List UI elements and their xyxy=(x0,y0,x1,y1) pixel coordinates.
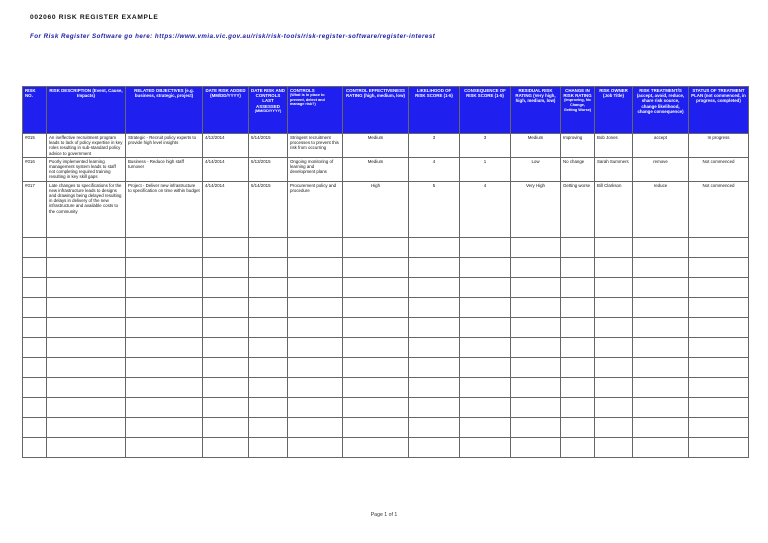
empty-cell xyxy=(409,397,460,417)
empty-cell xyxy=(249,377,288,397)
empty-cell xyxy=(633,237,689,257)
empty-cell xyxy=(343,377,409,397)
empty-cell xyxy=(409,277,460,297)
empty-cell xyxy=(689,277,749,297)
effectiveness-cell: Medium xyxy=(343,134,409,158)
empty-cell xyxy=(595,337,633,357)
objectives-cell: Project - Deliver new infrastructure to specification on time within budget xyxy=(126,181,203,237)
empty-cell xyxy=(126,417,203,437)
empty-cell xyxy=(23,397,47,417)
empty-cell xyxy=(511,357,561,377)
consequence-cell: 1 xyxy=(460,157,511,181)
description-cell: An ineffective recruitment program leads to lack of policy expertise in key roles resulting in sub-standard policy advice to government xyxy=(47,134,126,158)
residual-rating-cell: Low xyxy=(511,157,561,181)
col-control-effectiveness: CONTROL EFFECTIVENESS RATING (high, medium, low) xyxy=(343,87,409,134)
empty-cell xyxy=(249,317,288,337)
treatment-cell: accept xyxy=(633,134,689,158)
empty-cell xyxy=(249,357,288,377)
empty-cell xyxy=(126,397,203,417)
empty-cell xyxy=(126,277,203,297)
empty-cell xyxy=(249,257,288,277)
empty-cell xyxy=(689,317,749,337)
empty-cell xyxy=(126,377,203,397)
change-cell: Improving xyxy=(561,134,595,158)
empty-table-row xyxy=(23,297,749,317)
empty-cell xyxy=(203,317,249,337)
page-number: Page 1 of 1 xyxy=(370,512,398,518)
empty-cell xyxy=(47,337,126,357)
empty-cell xyxy=(288,437,343,457)
controls-cell: Procurement policy and procedure xyxy=(288,181,343,237)
empty-cell xyxy=(288,317,343,337)
col-residual-rating: RESIDUAL RISK RATING (Very high, high, medium, low) xyxy=(511,87,561,134)
empty-cell xyxy=(511,417,561,437)
empty-cell xyxy=(288,257,343,277)
empty-cell xyxy=(47,397,126,417)
empty-cell xyxy=(249,277,288,297)
risk-register-table xyxy=(22,86,749,458)
document-title: 002060 RISK REGISTER EXAMPLE xyxy=(30,14,159,21)
empty-cell xyxy=(288,337,343,357)
date-assessed-cell: 5/13/2015 xyxy=(249,157,288,181)
empty-cell xyxy=(460,277,511,297)
empty-cell xyxy=(595,397,633,417)
empty-cell xyxy=(47,237,126,257)
empty-table-row xyxy=(23,337,749,357)
empty-table-row xyxy=(23,437,749,457)
empty-table-row xyxy=(23,397,749,417)
empty-cell xyxy=(409,417,460,437)
residual-rating-cell: Very High xyxy=(511,181,561,237)
empty-cell xyxy=(23,297,47,317)
empty-cell xyxy=(23,317,47,337)
empty-cell xyxy=(511,277,561,297)
empty-cell xyxy=(689,297,749,317)
empty-cell xyxy=(460,237,511,257)
empty-table-row xyxy=(23,277,749,297)
empty-cell xyxy=(249,337,288,357)
empty-cell xyxy=(511,297,561,317)
empty-cell xyxy=(23,377,47,397)
empty-cell xyxy=(409,337,460,357)
objectives-cell: Strategic - Recruit policy experts to provide high level insights xyxy=(126,134,203,158)
empty-cell xyxy=(409,437,460,457)
col-risk-owner: RISK OWNER (Job Title) xyxy=(595,87,633,134)
empty-table-row xyxy=(23,417,749,437)
description-cell: Late changes to specifications for the new infrastructure leads to designs and drawings being delayed resulting in delays in delivery of the new infrastructure and available costs to the community xyxy=(47,181,126,237)
empty-cell xyxy=(511,257,561,277)
empty-cell xyxy=(633,437,689,457)
empty-cell xyxy=(203,297,249,317)
empty-cell xyxy=(203,397,249,417)
empty-table-row xyxy=(23,317,749,337)
empty-cell xyxy=(561,337,595,357)
empty-cell xyxy=(409,237,460,257)
status-cell: In progress xyxy=(689,134,749,158)
empty-cell xyxy=(409,257,460,277)
empty-cell xyxy=(343,357,409,377)
empty-cell xyxy=(511,337,561,357)
empty-cell xyxy=(460,337,511,357)
table-row xyxy=(23,134,749,158)
empty-cell xyxy=(47,257,126,277)
empty-cell xyxy=(203,337,249,357)
effectiveness-cell: High xyxy=(343,181,409,237)
empty-cell xyxy=(249,397,288,417)
date-assessed-cell: 5/14/2015 xyxy=(249,181,288,237)
empty-cell xyxy=(561,417,595,437)
likelihood-cell: 5 xyxy=(409,181,460,237)
empty-cell xyxy=(47,317,126,337)
date-assessed-cell: 5/14/2015 xyxy=(249,134,288,158)
empty-cell xyxy=(633,277,689,297)
empty-cell xyxy=(343,317,409,337)
empty-cell xyxy=(203,277,249,297)
risk-no-cell: #016 xyxy=(23,157,47,181)
col-consequence: CONSEQUENCE OF RISK SCORE (1-5) xyxy=(460,87,511,134)
empty-cell xyxy=(288,397,343,417)
empty-cell xyxy=(249,437,288,457)
empty-cell xyxy=(633,357,689,377)
empty-cell xyxy=(47,437,126,457)
treatment-cell: remove xyxy=(633,157,689,181)
table-row xyxy=(23,181,749,237)
empty-cell xyxy=(511,237,561,257)
empty-cell xyxy=(689,397,749,417)
empty-cell xyxy=(689,237,749,257)
empty-cell xyxy=(561,277,595,297)
owner-cell: Bob Jones xyxy=(595,134,633,158)
empty-cell xyxy=(126,337,203,357)
empty-cell xyxy=(288,297,343,317)
empty-cell xyxy=(595,257,633,277)
empty-table-row xyxy=(23,237,749,257)
empty-cell xyxy=(689,257,749,277)
date-added-cell: 4/14/2014 xyxy=(203,157,249,181)
empty-cell xyxy=(203,237,249,257)
empty-cell xyxy=(47,277,126,297)
empty-cell xyxy=(595,277,633,297)
empty-cell xyxy=(23,357,47,377)
empty-cell xyxy=(595,357,633,377)
empty-cell xyxy=(633,257,689,277)
empty-cell xyxy=(561,397,595,417)
table-row xyxy=(23,157,749,181)
col-controls: CONTROLS (What is in place to prevent, detect and manage risk?) xyxy=(288,87,343,134)
empty-rows xyxy=(23,237,749,457)
empty-cell xyxy=(511,377,561,397)
empty-cell xyxy=(460,297,511,317)
empty-cell xyxy=(23,417,47,437)
software-link[interactable]: For Risk Register Software go here: https://www.vmia.vic.gov.au/risk/risk-tools/risk-register-software/register-interest xyxy=(30,33,436,40)
date-added-cell: 4/14/2014 xyxy=(203,181,249,237)
risk-no-cell: #017 xyxy=(23,181,47,237)
change-cell: Getting worse xyxy=(561,181,595,237)
empty-cell xyxy=(561,357,595,377)
col-date-added: DATE RISK ADDED (MM/DD/YYYY) xyxy=(203,87,249,134)
consequence-cell: 3 xyxy=(460,134,511,158)
col-likelihood: LIKELIHOOD OF RISK SCORE (1-5) xyxy=(409,87,460,134)
empty-cell xyxy=(23,337,47,357)
risk-no-cell: #015 xyxy=(23,134,47,158)
col-treatment-status: STATUS OF TREATMENT PLAN (not commenced, in progress, completed) xyxy=(689,87,749,134)
owner-cell: Sarah Summers xyxy=(595,157,633,181)
col-related-objectives: RELATED OBJECTIVES (e.g. business, strategic, project) xyxy=(126,87,203,134)
empty-cell xyxy=(689,417,749,437)
empty-cell xyxy=(460,317,511,337)
owner-cell: Bill Clarkson xyxy=(595,181,633,237)
empty-cell xyxy=(409,317,460,337)
empty-cell xyxy=(460,437,511,457)
empty-cell xyxy=(343,397,409,417)
header-row xyxy=(23,87,749,134)
controls-cell: Ongoing monitoring of learning and development plans xyxy=(288,157,343,181)
empty-cell xyxy=(203,437,249,457)
empty-cell xyxy=(409,377,460,397)
status-cell: Not commenced xyxy=(689,157,749,181)
empty-cell xyxy=(343,237,409,257)
empty-cell xyxy=(126,237,203,257)
empty-cell xyxy=(23,277,47,297)
empty-cell xyxy=(23,437,47,457)
empty-cell xyxy=(288,277,343,297)
empty-cell xyxy=(288,377,343,397)
empty-cell xyxy=(343,297,409,317)
status-cell: Not commenced xyxy=(689,181,749,237)
empty-cell xyxy=(633,297,689,317)
empty-cell xyxy=(689,377,749,397)
residual-rating-cell: Medium xyxy=(511,134,561,158)
empty-cell xyxy=(561,237,595,257)
empty-cell xyxy=(249,417,288,437)
empty-cell xyxy=(561,257,595,277)
empty-cell xyxy=(288,357,343,377)
empty-cell xyxy=(595,317,633,337)
empty-cell xyxy=(689,437,749,457)
likelihood-cell: 3 xyxy=(409,134,460,158)
col-risk-description: RISK DESCRIPTION (Event, Cause, Impacts) xyxy=(47,87,126,134)
empty-cell xyxy=(47,297,126,317)
empty-cell xyxy=(561,377,595,397)
empty-cell xyxy=(409,297,460,317)
empty-cell xyxy=(126,257,203,277)
empty-cell xyxy=(633,317,689,337)
empty-cell xyxy=(23,257,47,277)
empty-cell xyxy=(595,297,633,317)
empty-cell xyxy=(511,317,561,337)
empty-cell xyxy=(460,357,511,377)
empty-cell xyxy=(343,277,409,297)
objectives-cell: Business - Reduce high staff turnover xyxy=(126,157,203,181)
empty-table-row xyxy=(23,357,749,377)
date-added-cell: 4/12/2014 xyxy=(203,134,249,158)
empty-cell xyxy=(126,437,203,457)
col-date-assessed: DATE RISK AND CONTROLS LAST ASSESSED (MM/DD/YYYY) xyxy=(249,87,288,134)
empty-table-row xyxy=(23,377,749,397)
empty-cell xyxy=(126,317,203,337)
empty-cell xyxy=(203,377,249,397)
empty-cell xyxy=(595,417,633,437)
empty-cell xyxy=(561,437,595,457)
empty-cell xyxy=(633,377,689,397)
empty-cell xyxy=(595,437,633,457)
likelihood-cell: 4 xyxy=(409,157,460,181)
empty-cell xyxy=(460,377,511,397)
empty-cell xyxy=(343,417,409,437)
empty-cell xyxy=(561,317,595,337)
empty-cell xyxy=(689,357,749,377)
empty-cell xyxy=(126,357,203,377)
empty-cell xyxy=(203,357,249,377)
empty-cell xyxy=(409,357,460,377)
col-change-in-rating: CHANGE IN RISK RATING (Improving, No Change, Getting Worse) xyxy=(561,87,595,134)
empty-cell xyxy=(561,297,595,317)
empty-cell xyxy=(47,377,126,397)
empty-cell xyxy=(689,337,749,357)
empty-cell xyxy=(249,237,288,257)
col-risk-no: RISK NO. xyxy=(23,87,47,134)
col-risk-treatment: RISK TREATMENT/S (accept, avoid, reduce, share risk source, change likelihood, change consequence) xyxy=(633,87,689,134)
empty-cell xyxy=(288,417,343,437)
empty-cell xyxy=(633,417,689,437)
empty-cell xyxy=(249,297,288,317)
consequence-cell: 4 xyxy=(460,181,511,237)
change-cell: No change xyxy=(561,157,595,181)
controls-cell: Stringent recruitment processes to prevent this risk from occurring xyxy=(288,134,343,158)
empty-cell xyxy=(633,397,689,417)
empty-cell xyxy=(595,377,633,397)
empty-cell xyxy=(203,417,249,437)
empty-cell xyxy=(511,397,561,417)
empty-cell xyxy=(343,257,409,277)
empty-cell xyxy=(633,337,689,357)
empty-cell xyxy=(595,237,633,257)
effectiveness-cell: Medium xyxy=(343,157,409,181)
empty-table-row xyxy=(23,257,749,277)
description-cell: Poorly implemented learning management system leads to staff not completing required training resulting in key skill gaps xyxy=(47,157,126,181)
empty-cell xyxy=(343,437,409,457)
empty-cell xyxy=(47,417,126,437)
empty-cell xyxy=(460,257,511,277)
empty-cell xyxy=(460,417,511,437)
empty-cell xyxy=(203,257,249,277)
empty-cell xyxy=(47,357,126,377)
empty-cell xyxy=(288,237,343,257)
empty-cell xyxy=(126,297,203,317)
empty-cell xyxy=(343,337,409,357)
empty-cell xyxy=(511,437,561,457)
treatment-cell: reduce xyxy=(633,181,689,237)
empty-cell xyxy=(23,237,47,257)
empty-cell xyxy=(460,397,511,417)
